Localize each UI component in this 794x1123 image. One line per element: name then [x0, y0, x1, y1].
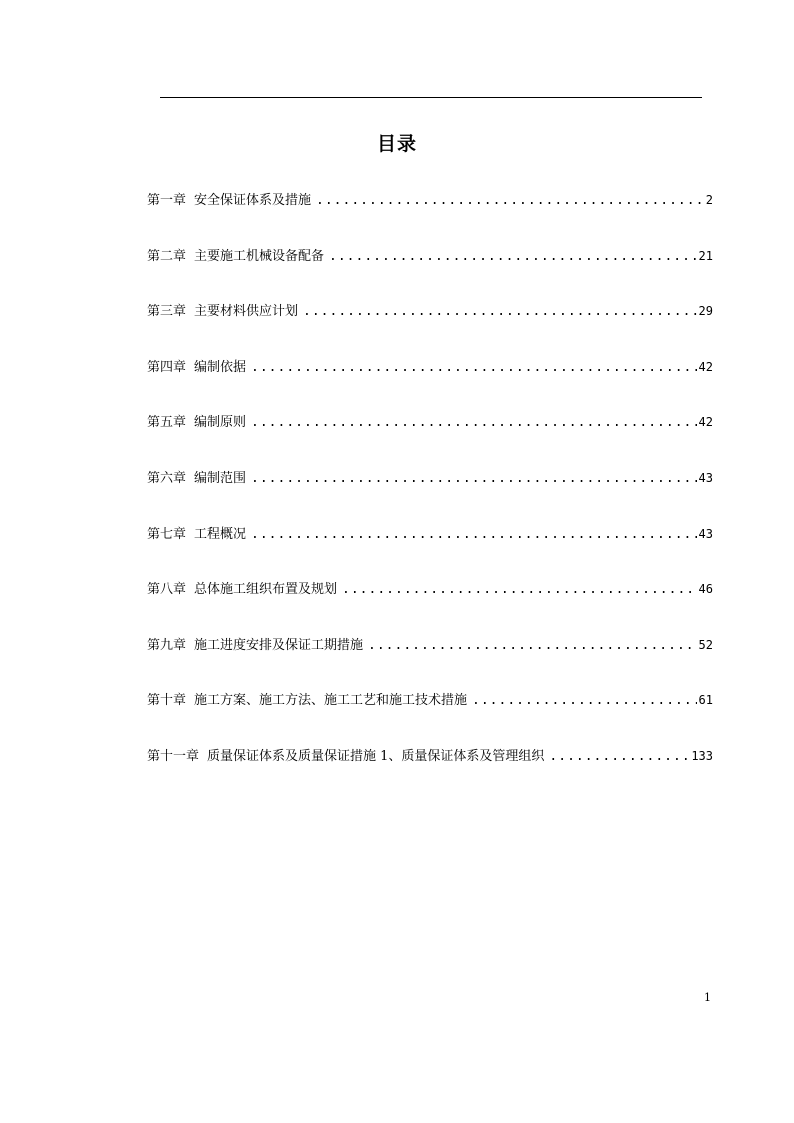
toc-chapter-label: 第七章 [147, 526, 187, 542]
toc-chapter-title: 编制范围 [194, 470, 247, 486]
toc-entry[interactable] [147, 412, 713, 468]
toc-dot-leader [251, 469, 697, 489]
toc-entry-text [147, 580, 337, 600]
toc-entry[interactable] [147, 190, 713, 246]
toc-chapter-label: 第三章 [147, 304, 187, 320]
toc-chapter-label: 第九章 [147, 637, 187, 653]
toc-entry-text [147, 302, 298, 322]
toc-chapter-title: 安全保证体系及措施 [194, 193, 312, 208]
toc-chapter-label: 第五章 [147, 415, 187, 431]
toc-chapter-title: 编制依据 [194, 359, 247, 375]
toc-dot-leader [251, 358, 697, 378]
toc-entry-text [147, 691, 467, 711]
toc-page-number: 61 [698, 693, 713, 708]
toc-dot-leader [329, 247, 697, 267]
toc-chapter-label: 第四章 [147, 359, 187, 375]
toc-dot-leader [342, 580, 697, 600]
toc-page-number: 43 [698, 470, 713, 485]
toc-entry-text [147, 525, 246, 545]
toc-chapter-title: 施工方案、施工方法、施工工艺和施工技术措施 [194, 693, 468, 709]
toc-entry[interactable] [147, 635, 713, 691]
toc-page-number: 52 [698, 637, 713, 652]
toc-entry[interactable] [147, 246, 713, 302]
toc-chapter-title: 主要材料供应计划 [194, 304, 299, 320]
toc-chapter-title: 主要施工机械设备配备 [194, 248, 325, 264]
toc-page-number: 43 [698, 526, 713, 541]
toc-page-number: 46 [698, 582, 713, 597]
toc-page-number: 42 [698, 415, 713, 430]
toc-page-number: 21 [698, 248, 713, 263]
toc-entry[interactable] [147, 524, 713, 580]
toc-entry-text [147, 469, 246, 489]
toc-entry[interactable] [147, 468, 713, 524]
toc-entry-text [147, 636, 363, 656]
toc-dot-leader [251, 525, 697, 545]
toc-chapter-title: 编制原则 [194, 415, 247, 431]
toc-entry-text [147, 191, 311, 211]
toc-entry[interactable] [147, 579, 713, 635]
toc-page-number: 42 [698, 359, 713, 374]
toc-dot-leader [368, 636, 697, 656]
toc-chapter-title: 总体施工组织布置及规划 [194, 582, 338, 598]
toc-page-number: 29 [698, 304, 713, 319]
toc-entry[interactable] [147, 746, 713, 802]
toc-chapter-title: 工程概况 [194, 526, 247, 542]
footer-page-number: 1 [704, 991, 711, 1004]
toc-page-number: 133 [691, 748, 713, 763]
header-rule [160, 97, 702, 98]
toc-chapter-label: 第六章 [147, 470, 187, 486]
toc-entry-text [147, 358, 246, 378]
toc-entry[interactable] [147, 690, 713, 746]
toc-entry[interactable] [147, 301, 713, 357]
toc-chapter-title: 施工进度安排及保证工期措施 [194, 637, 364, 653]
toc-page-number: 2 [705, 193, 713, 207]
toc-dot-leader [549, 747, 689, 767]
toc-dot-leader [303, 302, 697, 322]
toc-entry-text [147, 413, 246, 433]
toc-entry-text [147, 747, 544, 767]
toc-chapter-label: 第十章 [147, 693, 187, 709]
table-of-contents [147, 190, 713, 802]
toc-chapter-label: 第十一章 [147, 748, 200, 764]
toc-dot-leader [472, 691, 697, 711]
toc-entry[interactable] [147, 357, 713, 413]
toc-chapter-label: 第一章 [147, 193, 187, 208]
page-title: 目录 [376, 133, 417, 155]
toc-chapter-title: 质量保证体系及质量保证措施 1、质量保证体系及管理组织 [207, 748, 545, 764]
toc-entry-text [147, 247, 324, 267]
toc-chapter-label: 第八章 [147, 582, 187, 598]
toc-chapter-label: 第二章 [147, 248, 187, 264]
toc-dot-leader [316, 191, 704, 211]
toc-dot-leader [251, 413, 697, 433]
